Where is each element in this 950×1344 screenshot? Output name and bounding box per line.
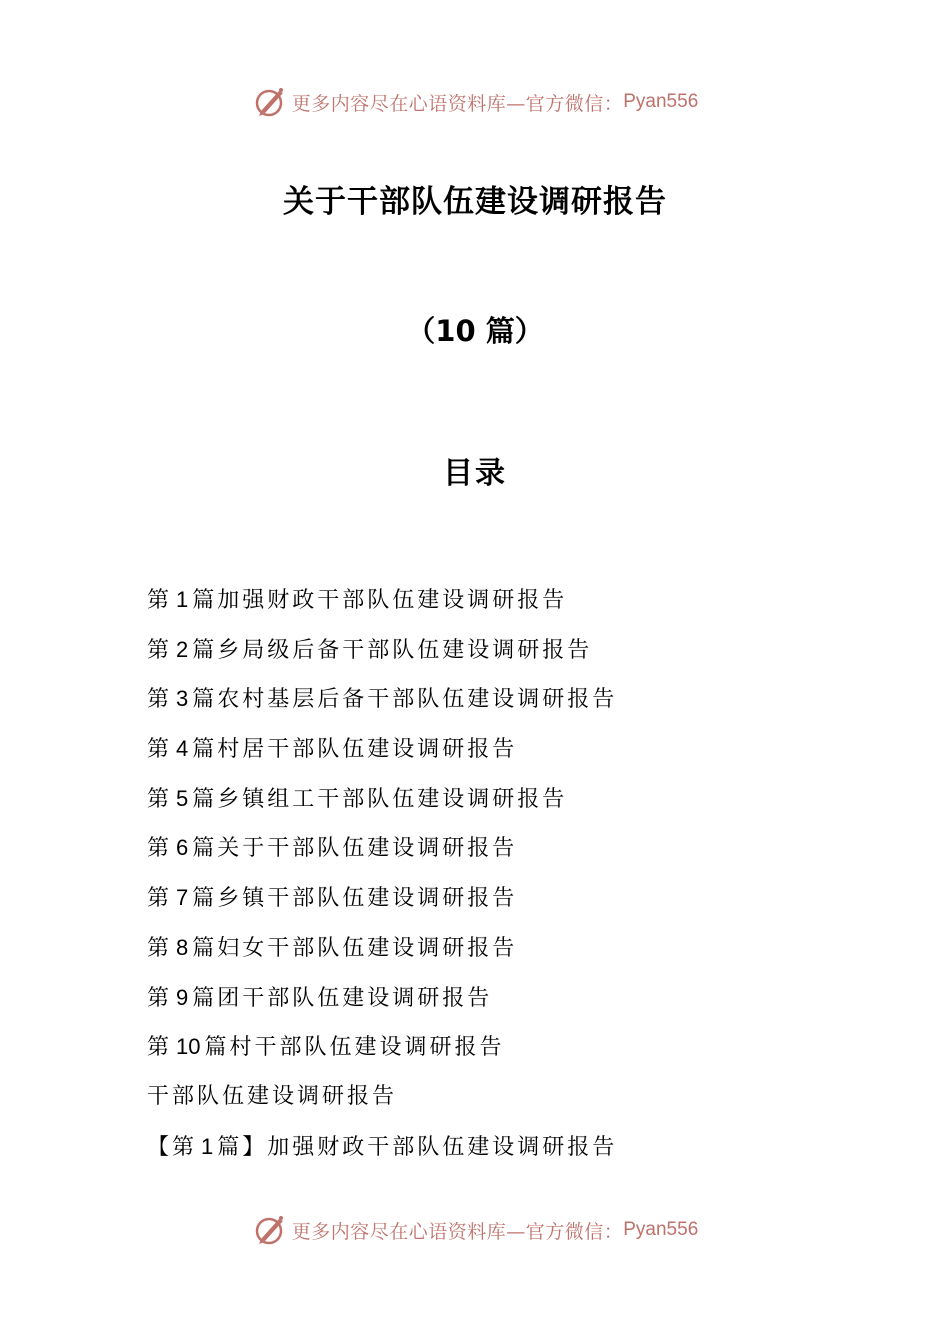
toc-heading: 目录 (443, 456, 507, 491)
toc-item[interactable]: 第 4 篇村居干部队伍建设调研报告 (147, 736, 518, 763)
watermark-banner-bottom (0, 1210, 950, 1250)
document-subtitle: （10 篇） (406, 314, 544, 348)
watermark-banner-top (0, 82, 950, 122)
toc-item[interactable]: 第 6 篇关于干部队伍建设调研报告 (147, 835, 518, 862)
watermark-wechat-id: Pyan556 (623, 1219, 699, 1240)
toc-item[interactable]: 第 9 篇团干部队伍建设调研报告 (147, 984, 493, 1011)
section-title: 干部队伍建设调研报告 (147, 1083, 398, 1109)
toc-item[interactable]: 第 1 篇加强财政干部队伍建设调研报告 (147, 587, 568, 613)
watermark-text: 更多内容尽在心语资料库—官方微信： (291, 1220, 624, 1243)
watermark-wechat-id: Pyan556 (623, 91, 699, 112)
toc-item[interactable]: 第 7 篇乡镇干部队伍建设调研报告 (147, 885, 518, 912)
table-of-contents (147, 582, 847, 1178)
pen-logo-icon (252, 84, 288, 120)
toc-item[interactable]: 第 3 篇农村基层后备干部队伍建设调研报告 (147, 686, 618, 713)
pen-logo-icon (252, 1212, 288, 1248)
toc-item[interactable]: 第 5 篇乡镇组工干部队伍建设调研报告 (147, 785, 568, 812)
watermark-text: 更多内容尽在心语资料库—官方微信： (291, 92, 624, 115)
document-title: 关于干部队伍建设调研报告 (283, 184, 667, 220)
first-article-heading: 【第 1 篇】加强财政干部队伍建设调研报告 (147, 1133, 618, 1160)
toc-item[interactable]: 第 8 篇妇女干部队伍建设调研报告 (147, 934, 518, 961)
toc-item[interactable]: 第 10 篇村干部队伍建设调研报告 (147, 1034, 505, 1061)
toc-item[interactable]: 第 2 篇乡局级后备干部队伍建设调研报告 (147, 636, 593, 663)
